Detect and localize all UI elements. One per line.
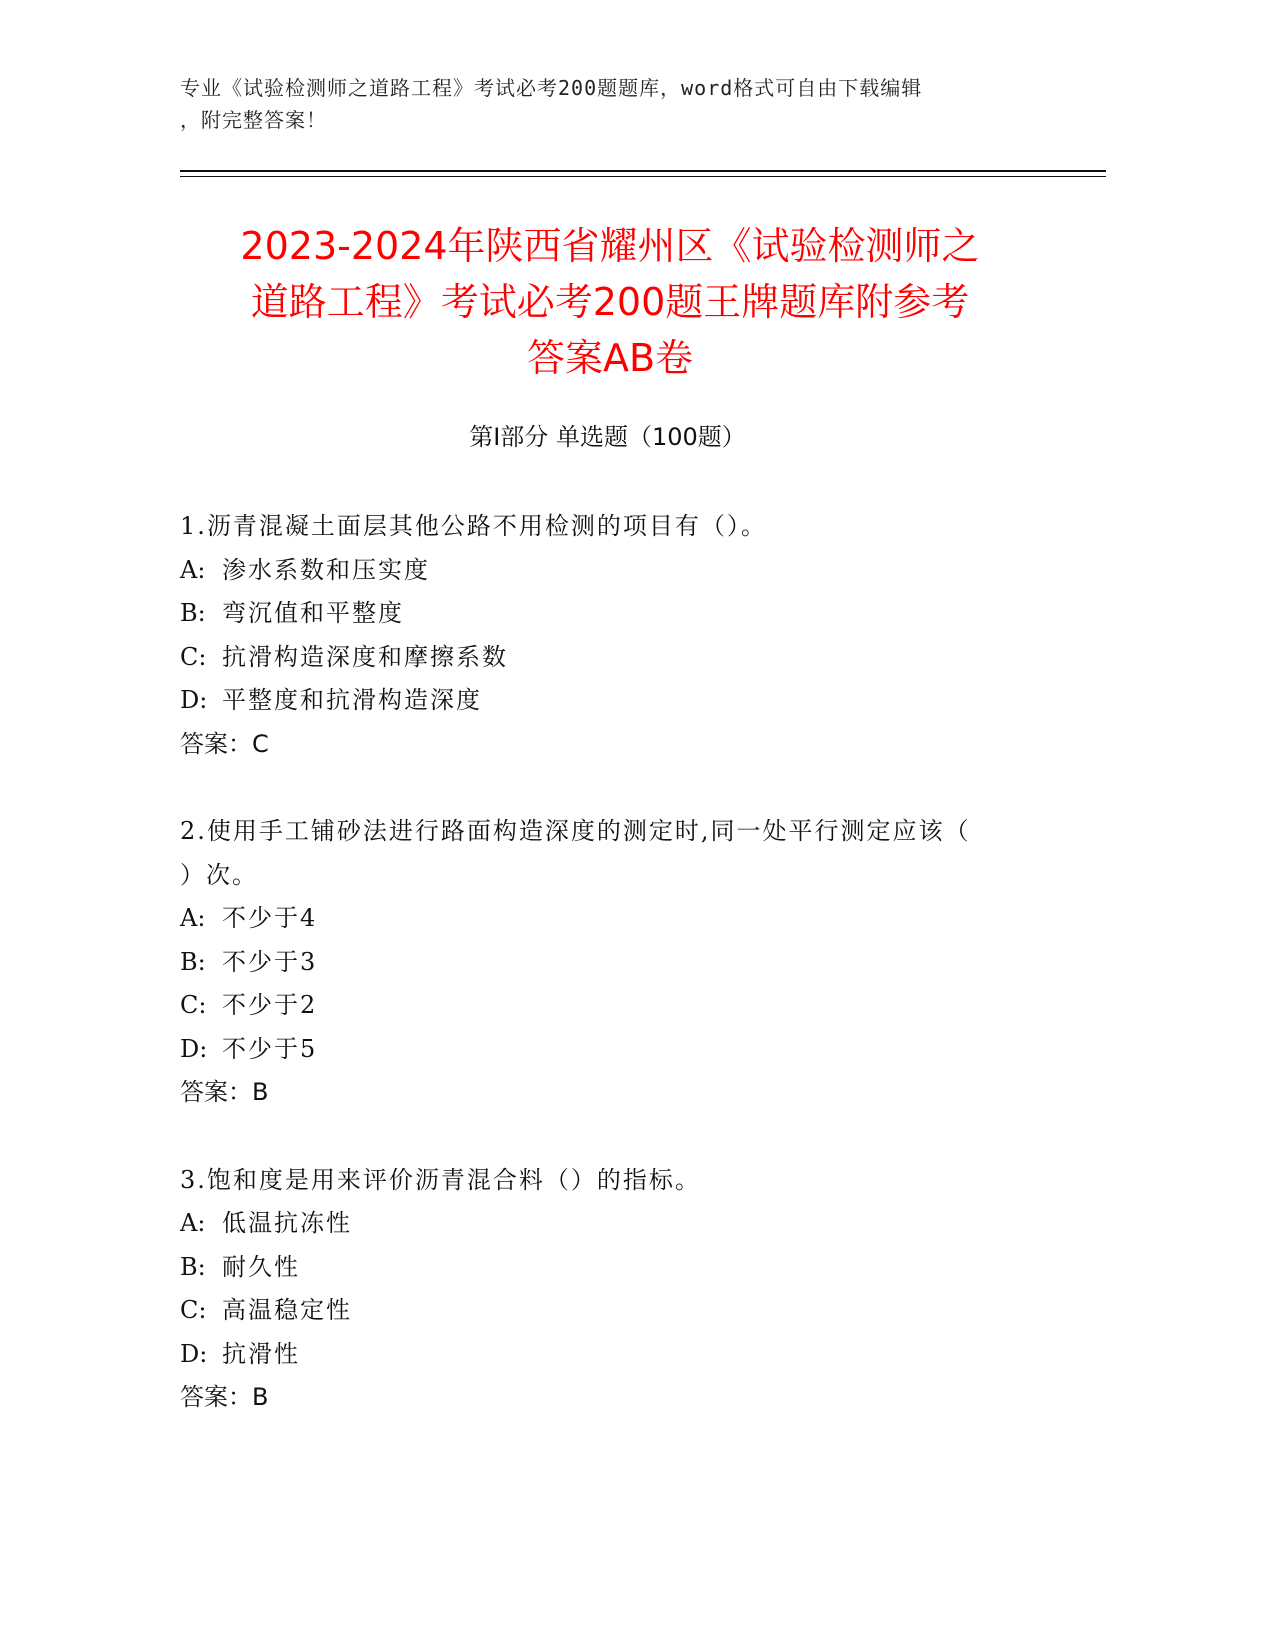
question-stem: 2.使用手工铺砂法进行路面构造深度的测定时,同一处平行测定应该（ [180, 817, 971, 845]
option-b [180, 1246, 1040, 1290]
answer-line [180, 1376, 1040, 1420]
title-line-2: 道路工程》考试必考200题王牌题库附参考 [250, 280, 970, 324]
document-title [150, 218, 1070, 386]
option-a [180, 1202, 1040, 1246]
option-d [180, 679, 1040, 723]
header-divider-thick [180, 170, 1106, 172]
option-text: 低温抗冻性 [222, 1209, 352, 1237]
option-text: 不少于4 [222, 904, 318, 932]
option-d [180, 1333, 1040, 1377]
option-key: B: [180, 599, 206, 627]
option-c [180, 1289, 1040, 1333]
option-d [180, 1028, 1040, 1072]
answer-value: B [252, 1383, 269, 1411]
question-1 [180, 505, 1040, 766]
option-key: B: [180, 1252, 206, 1281]
option-text: 不少于2 [222, 991, 318, 1019]
option-text: 耐久性 [222, 1252, 300, 1281]
option-text: 不少于3 [222, 947, 318, 976]
option-text: 平整度和抗滑构造深度 [222, 686, 482, 714]
option-key: C: [180, 642, 207, 671]
header-note-line-1: 专业《试验检测师之道路工程》考试必考200题题库，word格式可自由下载编辑 [180, 76, 923, 100]
option-text: 抗滑构造深度和摩擦系数 [222, 642, 508, 671]
option-text: 抗滑性 [222, 1339, 300, 1368]
section-title: 第I部分 单选题（100题） [469, 423, 746, 451]
option-key: B: [180, 947, 206, 976]
header-note [180, 72, 1040, 136]
option-a [180, 897, 1040, 941]
answer-label: 答案： [180, 1078, 252, 1106]
option-c [180, 984, 1040, 1028]
option-key: A: [180, 555, 206, 584]
question-stem: 1.沥青混凝土面层其他公路不用检测的项目有（）。 [180, 512, 767, 540]
question-stem-continued: ）次。 [180, 860, 258, 889]
answer-label: 答案： [180, 1383, 252, 1411]
option-key: D: [180, 1339, 208, 1368]
option-b [180, 592, 1040, 636]
option-key: A: [180, 1209, 206, 1237]
option-key: A: [180, 904, 206, 932]
option-key: C: [180, 991, 207, 1019]
answer-line [180, 1071, 1040, 1115]
answer-value: B [252, 1078, 269, 1106]
question-stem: 3.饱和度是用来评价沥青混合料（）的指标。 [180, 1165, 701, 1194]
option-key: D: [180, 686, 208, 714]
option-key: D: [180, 1034, 208, 1063]
question-2 [180, 810, 1040, 1115]
option-b [180, 941, 1040, 985]
answer-label: 答案： [180, 729, 252, 758]
question-3 [180, 1159, 1040, 1420]
title-line-1: 2023-2024年陕西省耀州区《试验检测师之 [240, 224, 980, 268]
question-list [180, 505, 1040, 1464]
answer-line [180, 723, 1040, 767]
title-line-3: 答案AB卷 [526, 336, 694, 380]
option-a [180, 549, 1040, 593]
header-note-line-2: ，附完整答案！ [180, 108, 327, 132]
option-key: C: [180, 1296, 207, 1324]
header-divider-thin [180, 176, 1106, 177]
option-text: 弯沉值和平整度 [222, 599, 404, 627]
option-text: 不少于5 [222, 1034, 318, 1063]
option-text: 高温稳定性 [222, 1296, 352, 1324]
option-text: 渗水系数和压实度 [222, 555, 430, 584]
answer-value: C [252, 729, 269, 758]
option-c [180, 636, 1040, 680]
